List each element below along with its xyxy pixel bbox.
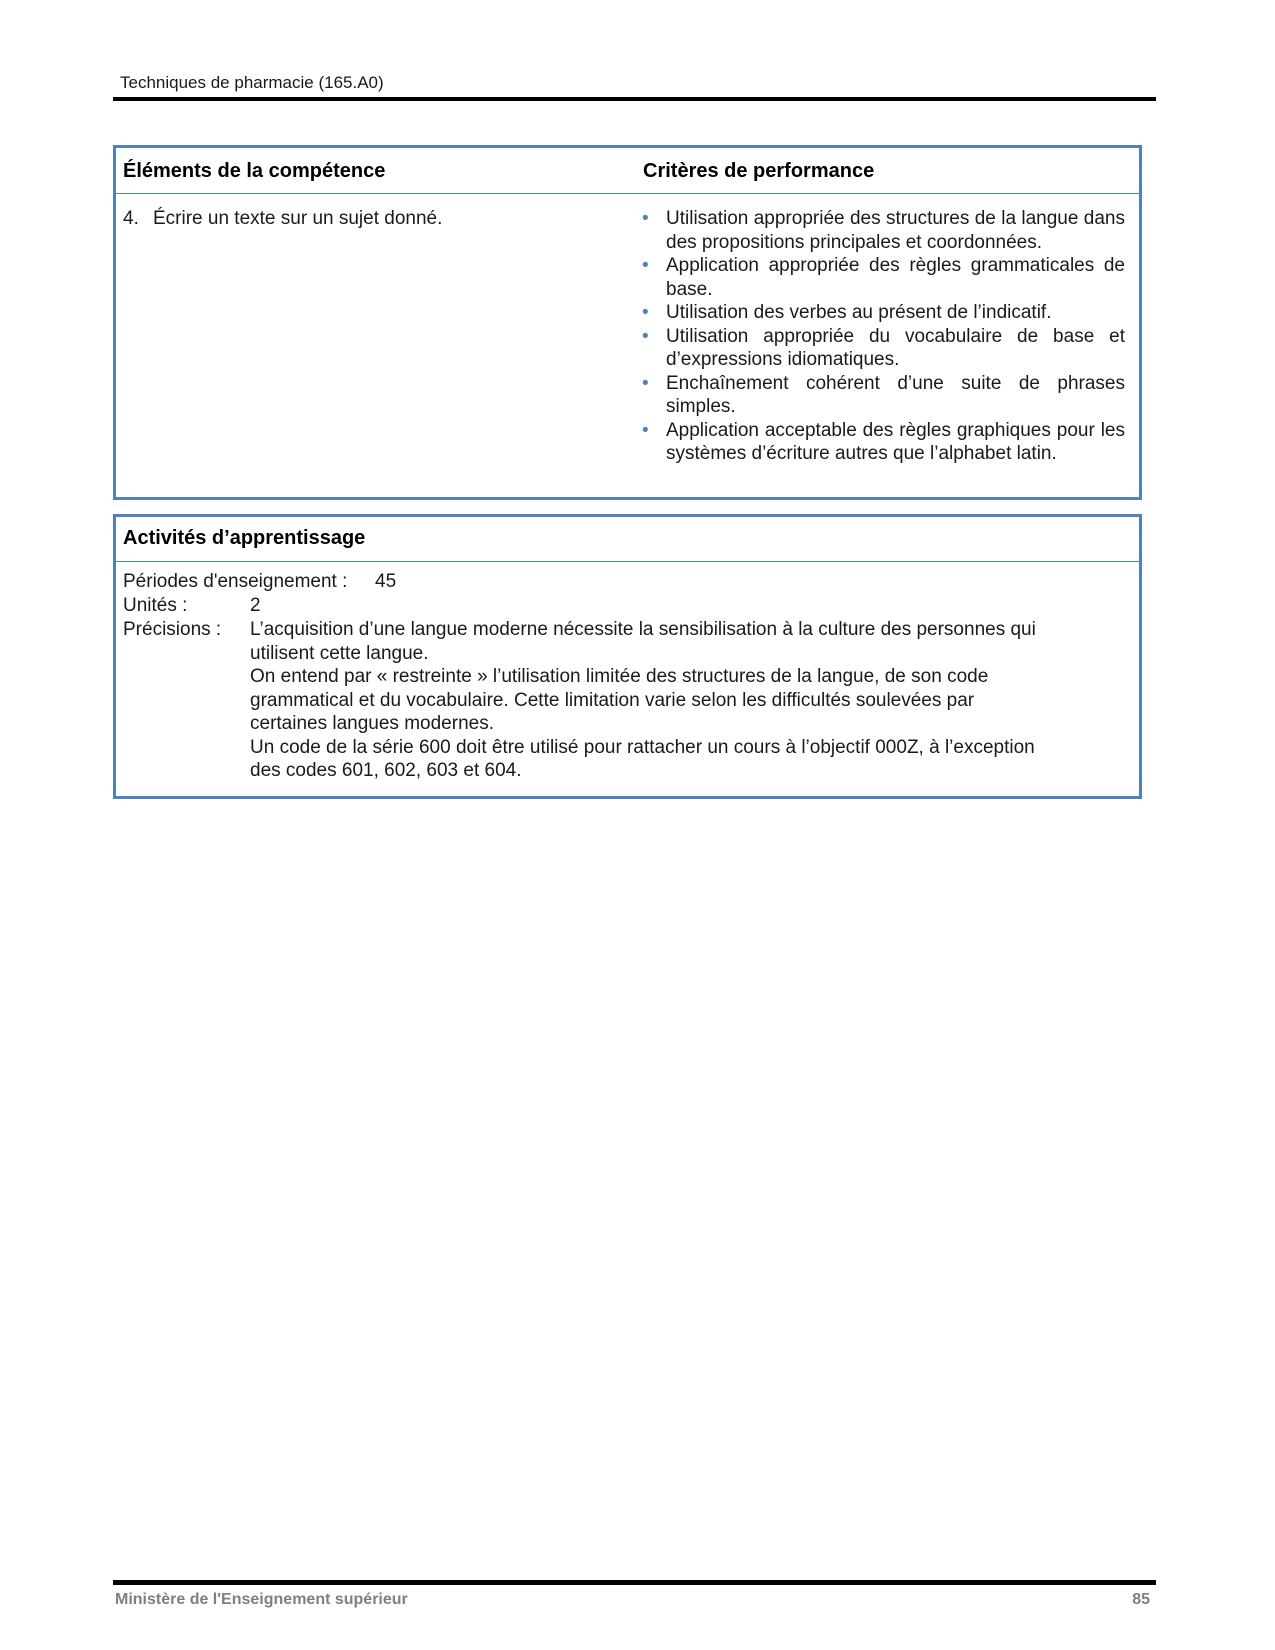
element-number: 4.	[123, 208, 139, 229]
criteria-text: Utilisation appropriée du vocabulaire de base et d’expressions idiomatiques.	[666, 325, 1125, 370]
unites-value: 2	[250, 595, 261, 616]
bullet-icon: •	[642, 419, 649, 441]
page-footer	[113, 1580, 1156, 1609]
running-header	[113, 72, 1156, 101]
precisions-line: On entend par « restreinte » l’utilisation limitée des structures de la langue, de son code	[250, 666, 989, 687]
periodes-value: 45	[375, 571, 397, 592]
header-rule	[113, 97, 1156, 101]
precisions-row	[123, 618, 1129, 783]
activities-table-body	[116, 562, 1139, 796]
unites-row	[123, 594, 1129, 618]
criteria-item	[636, 325, 1125, 372]
precisions-line: des codes 601, 602, 603 et 604.	[250, 760, 522, 781]
bullet-icon: •	[642, 325, 649, 347]
activities-table	[113, 514, 1142, 799]
competence-table-body-row	[116, 194, 1139, 497]
criteria-item	[636, 254, 1125, 301]
element-cell	[116, 194, 636, 497]
competence-table	[113, 145, 1142, 500]
criteria-text: Utilisation des verbes au présent de l’indicatif.	[666, 302, 1052, 323]
criteria-text: Enchaînement cohérent d’une suite de phrases simples.	[666, 372, 1125, 417]
column-header-elements: Éléments de la compétence	[123, 160, 386, 182]
competence-table-header-row	[116, 148, 1139, 194]
precisions-line: Un code de la série 600 doit être utilisé pour rattacher un cours à l’objectif 000Z, à l’exception	[250, 736, 1035, 758]
precisions-line: utilisent cette langue.	[250, 642, 429, 664]
periodes-row	[123, 570, 1129, 594]
precisions-text	[250, 618, 1129, 783]
criteria-text: Application appropriée des règles grammaticales de base.	[666, 255, 1125, 300]
activities-table-header-row	[116, 517, 1139, 562]
criteria-text: Utilisation appropriée des structures de la langue dans des propositions principales et coordonnées.	[666, 208, 1125, 253]
criteria-item	[636, 419, 1125, 466]
criteria-item	[636, 207, 1125, 254]
periodes-label: Périodes d'enseignement :	[123, 571, 348, 592]
criteria-item	[636, 301, 1125, 325]
bullet-icon: •	[642, 372, 649, 394]
precisions-line: L’acquisition d’une langue moderne nécessite la sensibilisation à la culture des personnes qui	[250, 619, 1036, 640]
element-text: Écrire un texte sur un sujet donné.	[153, 208, 443, 229]
bullet-icon: •	[642, 302, 649, 323]
bullet-icon: •	[642, 208, 649, 229]
bullet-icon: •	[642, 255, 649, 276]
footer-ministry: Ministère de l'Enseignement supérieur	[115, 1591, 408, 1608]
criteria-list	[636, 207, 1125, 466]
criteria-text: Application acceptable des règles graphiques pour les systèmes d’écriture autres que l’alphabet latin.	[666, 419, 1125, 464]
precisions-label: Précisions :	[123, 619, 222, 640]
unites-label: Unités :	[123, 595, 188, 616]
activities-header: Activités d’apprentissage	[123, 527, 366, 549]
precisions-line: certaines langues modernes.	[250, 713, 494, 734]
footer-page-number: 85	[1132, 1591, 1150, 1608]
column-header-criteres: Critères de performance	[643, 160, 875, 182]
precisions-line: grammatical et du vocabulaire. Cette limitation varie selon les difficultés soulevées par	[250, 689, 975, 711]
criteria-item	[636, 372, 1125, 419]
running-header-title: Techniques de pharmacie (165.A0)	[120, 73, 384, 92]
criteria-cell	[636, 194, 1139, 497]
